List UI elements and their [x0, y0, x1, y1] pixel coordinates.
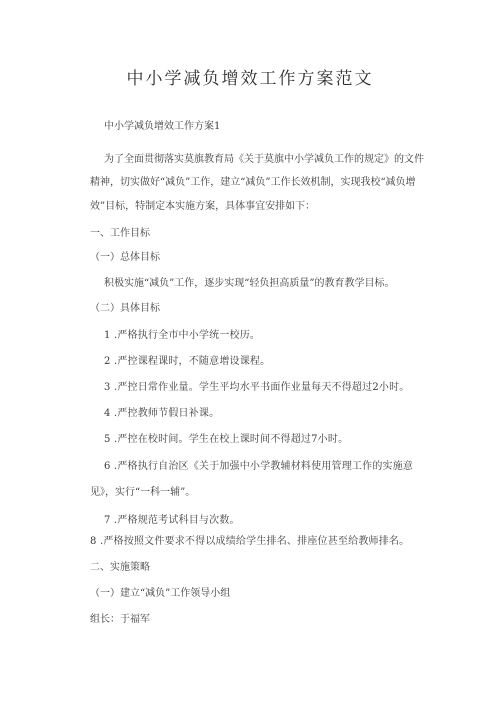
list-item: 1 .严格执行全市中小学统一校历。: [104, 330, 261, 341]
intro-line-2: 精神，切实做好“减负”工作，建立“减负”工作长效机制，实现我校“减负增: [90, 177, 416, 188]
intro-line-3: 效”目标，特制定本实施方案，具体事宜安排如下：: [90, 201, 316, 212]
section-heading-strategy: 二、实施策略: [90, 562, 150, 573]
list-item: 5 .严控在校时间。学生在校上课时间不得超过7小时。: [104, 434, 349, 445]
list-item: 2 .严控课程课时，不随意增设课程。: [104, 356, 271, 367]
list-item: 8 .严格按照文件要求不得以成绩给学生排名、排座位甚至给教师排名。: [90, 536, 410, 547]
list-item: 7 .严格规范考试科目与次数。: [104, 515, 240, 526]
overall-goal-text: 积极实施“减负”工作，逐步实现“轻负担高质量”的教育教学目标。: [104, 278, 395, 289]
subheading-leadership-group: （一）建立“减负”工作领导小组: [90, 588, 231, 599]
list-item: 3 .严控日常作业量。学生平均水平书面作业量每天不得超过2小时。: [104, 382, 410, 393]
subheading-specific-goals: （二）具体目标: [90, 303, 160, 314]
document-title: 中小学减负增效工作方案范文: [126, 69, 374, 89]
list-item: 6 .严格执行自治区《关于加强中小学教辅材料使用管理工作的实施意: [104, 461, 414, 472]
document-subtitle: 中小学减负增效工作方案1: [104, 121, 221, 132]
subheading-overall-goal: （一）总体目标: [90, 252, 160, 263]
intro-line-1: 为了全面贯彻落实莫旗教育局《关于莫旗中小学减负工作的规定》的文件: [104, 154, 424, 165]
section-heading-goals: 一、工作目标: [90, 228, 150, 239]
list-item-continuation: 见》，实行“一科一辅”。: [90, 487, 196, 498]
list-item: 4 .严控教师节假日补课。: [104, 408, 220, 419]
leader-line: 组长：于福军: [90, 614, 150, 625]
